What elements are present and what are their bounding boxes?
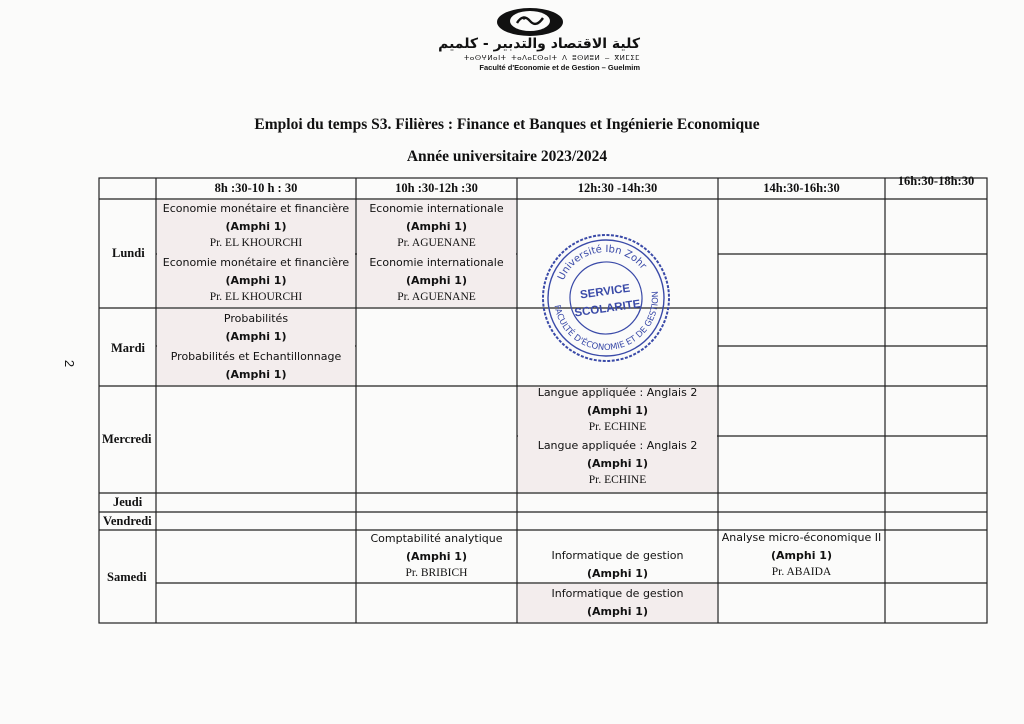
stamp-bottom-text: FACULTÉ D'ÉCONOMIE ET DE GESTION [551, 290, 662, 354]
room: (Amphi 1) [406, 549, 467, 563]
professor: Pr. EL KHOURCHI [209, 237, 303, 249]
day-label: Lundi [112, 246, 145, 260]
column-header: 14h:30-16h:30 [763, 181, 840, 195]
stamp-top-text: Université Ibn Zohr [556, 243, 649, 283]
course-name: Informatique de gestion [551, 587, 684, 600]
column-header: 16h:30-18h:30 [897, 174, 975, 188]
stamp-center-line2: SCOLARITE [573, 298, 642, 320]
column-header: 12h:30 -14h:30 [577, 181, 658, 195]
session-cell [156, 310, 356, 345]
room: (Amphi 1) [406, 273, 467, 287]
column-header: 8h :30-10 h : 30 [214, 181, 298, 195]
session-cell [356, 254, 517, 307]
session-cell [517, 384, 718, 437]
stamp-center-line1: SERVICE [579, 282, 631, 302]
session-cell [356, 530, 517, 583]
page-number: 2 [62, 359, 78, 368]
professor: Pr. AGUENANE [397, 237, 476, 249]
day-label: Mardi [111, 341, 146, 355]
academic-year: Année universitaire 2023/2024 [406, 148, 608, 165]
session-cell [156, 348, 356, 383]
day-label: Samedi [107, 570, 147, 584]
course-name: Economie internationale [369, 202, 504, 215]
professor: Pr. ECHINE [588, 474, 647, 486]
course-name: Probabilités [223, 312, 289, 325]
day-label: Jeudi [113, 495, 143, 509]
room: (Amphi 1) [225, 329, 287, 343]
session-cell [517, 437, 718, 490]
room: (Amphi 1) [771, 548, 832, 562]
course-name: Langue appliquée : Anglais 2 [537, 439, 698, 452]
professor: Pr. BRIBICH [405, 567, 468, 579]
room: (Amphi 1) [406, 219, 467, 233]
session-cell [517, 585, 718, 620]
institution-name-french: Faculté d'Economie et de Gestion – Guelmim [479, 63, 640, 72]
room: (Amphi 1) [587, 604, 648, 618]
session-cell [156, 254, 356, 307]
document-title: Emploi du temps S3. Filières : Finance et Banques et Ingénierie Economique [254, 116, 760, 133]
room: (Amphi 1) [587, 456, 648, 470]
course-name: Informatique de gestion [551, 549, 684, 562]
university-stamp [531, 223, 680, 372]
column-header: 10h :30-12h :30 [395, 181, 478, 195]
institution-name-amazigh: ⵜⴰⵙⵖⵍⴰⵏⵜ ⵜⴰⴷⴰⵎⵙⴰⵏⵜ ⴷ ⵓⵙⵍⵓⵍ – ⴳⵍⵎⵉⵎ [463, 54, 640, 62]
course-name: Economie monétaire et financière [162, 202, 350, 215]
institution-name-arabic: كلية الاقتصاد والتدبير - كلميم [438, 36, 640, 52]
professor: Pr. AGUENANE [397, 291, 476, 303]
room: (Amphi 1) [225, 219, 287, 233]
professor: Pr. ECHINE [588, 421, 647, 433]
session-cell [156, 200, 356, 253]
course-name: Comptabilité analytique [370, 532, 503, 545]
room: (Amphi 1) [587, 403, 648, 417]
day-label: Mercredi [102, 432, 152, 446]
room: (Amphi 1) [225, 273, 287, 287]
room: (Amphi 1) [225, 367, 287, 381]
day-label: Vendredi [103, 514, 152, 528]
course-name: Economie internationale [369, 256, 504, 269]
session-cell [356, 200, 517, 253]
session-cell [718, 529, 885, 582]
course-name: Analyse micro-économique II [721, 531, 882, 544]
professor: Pr. ABAIDA [771, 566, 832, 578]
course-name: Langue appliquée : Anglais 2 [537, 386, 698, 399]
course-name: Economie monétaire et financière [162, 256, 350, 269]
course-name: Probabilités et Echantillonnage [170, 350, 342, 363]
professor: Pr. EL KHOURCHI [209, 291, 303, 303]
session-cell [517, 547, 718, 582]
room: (Amphi 1) [587, 566, 648, 580]
